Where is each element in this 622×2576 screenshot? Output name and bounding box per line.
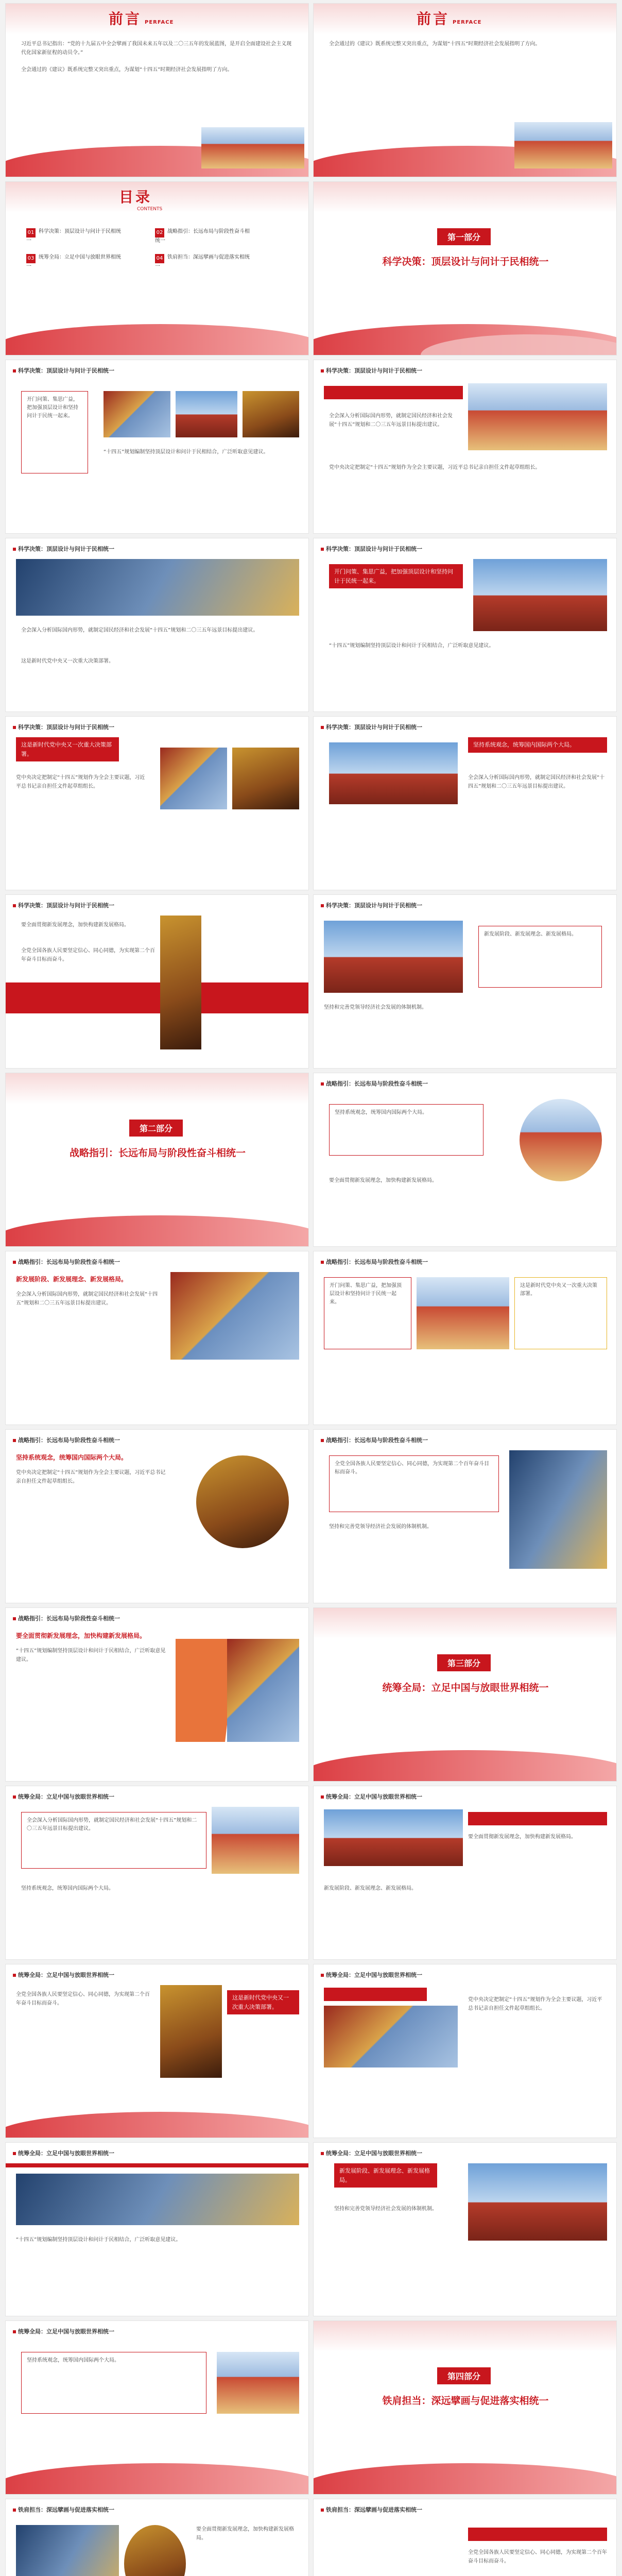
slide-grid	[5, 3, 617, 2576]
section-header: 统筹全局：立足中国与放眼世界相统一	[13, 1792, 114, 1801]
section-header: 统筹全局：立足中国与放眼世界相统一	[13, 1971, 114, 1979]
slide-content[interactable]	[5, 360, 309, 534]
photo	[227, 1639, 299, 1742]
photo	[170, 1272, 299, 1360]
red-bar	[468, 2528, 607, 2541]
red-bar	[324, 386, 463, 399]
body-text: 坚持和完善党领导经济社会发展的体制机制。	[329, 1524, 432, 1530]
body-text: 要全面贯彻新发展理念，加快构建新发展格局。	[21, 922, 129, 928]
slide-content[interactable]	[5, 716, 309, 890]
body-text: 全会深入分析国际国内形势，就制定国民经济和社会发展“十四五”规划和二〇三五年远景目标提出建议。	[468, 775, 605, 789]
photo	[324, 1809, 463, 1866]
toc-item-4[interactable]: 04 铁肩担当：深远擘画与促进落实相统一	[155, 255, 250, 269]
banner	[314, 1608, 616, 1639]
body-text-2: 这是新时代党中央又一次重大决策部署。	[21, 658, 114, 664]
photo-3	[243, 391, 299, 437]
body-text-2: 全党全国各族人民要坚定信心、同心同德，为实现第二个百年奋斗目标而奋斗。	[21, 948, 155, 962]
part-title: 战略指引：长远布局与阶段性奋斗相统一	[69, 1147, 246, 1159]
section-header: 铁肩担当：深远擘画与促进落实相统一	[13, 2505, 114, 2514]
slide-content[interactable]	[313, 894, 617, 1069]
slide-content[interactable]	[313, 2499, 617, 2576]
wide-photo	[16, 2174, 299, 2225]
body-text: 坚持系统观念，统筹国内国际两个大局。	[21, 1886, 114, 1891]
toc-item-1[interactable]: 01 科学决策：顶层设计与问计于民相统一	[26, 229, 121, 244]
red-wave	[313, 1750, 617, 1782]
part-title: 铁肩担当：深远擘画与促进落实相统一	[382, 2395, 549, 2406]
section-header: 科学决策：顶层设计与问计于民相统一	[321, 545, 422, 553]
round-photo	[520, 1099, 602, 1181]
part-title: 统筹全局：立足中国与放眼世界相统一	[382, 1682, 549, 1693]
photo-1	[160, 748, 227, 809]
slide-preface-2[interactable]	[313, 3, 617, 177]
body-text: “十四五”规划编制坚持顶层设计和问计于民相结合，广泛听取意见建议。	[329, 643, 494, 649]
photo	[217, 2352, 299, 2414]
slide-content[interactable]	[313, 1786, 617, 1960]
body-text: 坚持和完善党领导经济社会发展的体制机制。	[334, 2206, 437, 2212]
toc-item-3[interactable]: 03 统筹全局：立足中国与放眼世界相统一	[26, 255, 121, 269]
part-badge: 第一部分	[437, 228, 491, 245]
section-header: 科学决策：顶层设计与问计于民相统一	[13, 545, 114, 553]
red-callout: 这是新时代党中央又一次重大决策部署。	[16, 737, 119, 761]
photo	[324, 921, 463, 993]
red-wave	[5, 1215, 309, 1247]
card-2: 这是新时代党中央又一次重大决策部署。	[514, 1277, 607, 1349]
photo	[324, 2006, 458, 2067]
palace-image	[201, 127, 304, 168]
slide-content[interactable]	[313, 538, 617, 712]
slide-part-3[interactable]	[313, 1607, 617, 1782]
slide-content[interactable]	[5, 894, 309, 1069]
section-header: 统筹全局：立足中国与放眼世界相统一	[13, 2327, 114, 2335]
card-1: 开门问策、集思广益，把加强顶层设计和坚持问计于民统一起来。	[324, 1277, 411, 1349]
contents-title: 目录	[119, 189, 152, 206]
body-text: “十四五”规划编制坚持顶层设计和问计于民相结合，广泛听取意见建议。	[16, 2237, 181, 2243]
section-header: 战略指引：长远布局与阶段性奋斗相统一	[321, 1079, 428, 1088]
toc-item-2[interactable]: 02 战略指引：长远布局与阶段性奋斗相统一	[155, 229, 250, 244]
section-header: 科学决策：顶层设计与问计于民相统一	[321, 723, 422, 731]
photo-1	[16, 2525, 119, 2576]
slide-contents[interactable]	[5, 181, 309, 355]
banner	[314, 182, 616, 213]
wide-photo	[16, 559, 299, 616]
contents-subtitle: CONTENTS	[137, 207, 163, 212]
slide-content[interactable]	[5, 1786, 309, 1960]
section-header: 战略指引：长远布局与阶段性奋斗相统一	[13, 1436, 120, 1444]
preface-title: 前言 PERFACE	[417, 10, 482, 27]
photo	[468, 2163, 607, 2241]
photo-2	[124, 2525, 186, 2576]
section-header: 统筹全局：立足中国与放眼世界相统一	[321, 2149, 422, 2157]
text-frame: 坚持系统观念，统筹国内国际两个大局。	[329, 1104, 483, 1156]
round-photo	[196, 1455, 289, 1548]
slide-content[interactable]	[5, 2142, 309, 2316]
photo	[417, 1277, 509, 1349]
part-badge: 第四部分	[437, 2367, 491, 2384]
slide-content[interactable]	[5, 2499, 309, 2576]
section-header: 科学决策：顶层设计与问计于民相统一	[13, 723, 114, 731]
red-bar	[468, 1812, 607, 1825]
slide-part-4[interactable]	[313, 2320, 617, 2495]
red-callout: 开门问策、集思广益，把加强顶层设计和坚持问计于民统一起来。	[329, 564, 463, 588]
text-frame: 全党全国各族人民要坚定信心、同心同德，为实现第二个百年奋斗目标而奋斗。	[329, 1455, 499, 1512]
section-header: 战略指引：长远布局与阶段性奋斗相统一	[321, 1258, 428, 1266]
photo	[329, 742, 458, 804]
palace-image	[514, 122, 612, 168]
preface-text: 习近平总书记指出：“党的十九届五中全会擘画了我国未来五年以及二〇三五年的发展蓝图，是开启全面建设社会主义现代化国家新征程的动员令。”	[21, 41, 292, 56]
red-wave	[5, 2112, 309, 2138]
slide-content[interactable]	[5, 2320, 309, 2495]
section-header: 战略指引：长远布局与阶段性奋斗相统一	[13, 1258, 120, 1266]
slide-content[interactable]	[5, 1251, 309, 1425]
slide-content[interactable]	[313, 360, 617, 534]
section-header: 统筹全局：立足中国与放眼世界相统一	[321, 1971, 422, 1979]
red-callout: 坚持系统观念，统筹国内国际两个大局。	[468, 737, 607, 753]
section-header: 统筹全局：立足中国与放眼世界相统一	[321, 1792, 422, 1801]
section-header: 铁肩担当：深远擘画与促进落实相统一	[321, 2505, 422, 2514]
slide-content[interactable]	[5, 1607, 309, 1782]
photo-1	[160, 1985, 222, 2078]
part-badge: 第二部分	[129, 1120, 183, 1137]
banner	[6, 1073, 308, 1104]
slide-content[interactable]	[313, 1073, 617, 1247]
section-header: 科学决策：顶层设计与问计于民相统一	[13, 366, 114, 375]
photo	[473, 559, 607, 631]
red-line	[6, 2163, 309, 2167]
photo-1	[103, 391, 170, 437]
body-text: 坚持和完善党领导经济社会发展的体制机制。	[324, 1005, 427, 1010]
slide-content[interactable]	[5, 1964, 309, 2138]
section-header: 统筹全局：立足中国与放眼世界相统一	[13, 2149, 114, 2157]
section-header: 战略指引：长远布局与阶段性奋斗相统一	[13, 1614, 120, 1622]
slide-content[interactable]	[313, 2142, 617, 2316]
body-text: 党中央决定把制定“十四五”规划作为全会主要议题，习近平总书记亲自担任文件起草组组长。	[16, 775, 145, 789]
body-text: 全党全国各族人民要坚定信心、同心同德，为实现第二个百年奋斗目标而奋斗。	[468, 2550, 607, 2564]
slide-preface-1[interactable]	[5, 3, 309, 177]
text-frame: 新发展阶段、新发展理念、新发展格局。	[478, 926, 602, 988]
tall-photo	[509, 1450, 607, 1569]
body-text: 全会深入分析国际国内形势，就制定国民经济和社会发展“十四五”规划和二〇三五年远景目标提出建议。	[16, 1292, 158, 1306]
photo-2	[232, 748, 299, 809]
red-callout: 新发展阶段、新发展理念、新发展格局。	[334, 2163, 437, 2188]
slide-content[interactable]	[5, 1429, 309, 1603]
body-text: 全党全国各族人民要坚定信心、同心同德，为实现第二个百年奋斗目标而奋斗。	[16, 1992, 150, 2006]
red-callout: 这是新时代党中央又一次重大决策部署。	[227, 1990, 299, 2014]
photo-2	[176, 391, 237, 437]
body-text: 党中央决定把制定“十四五”规划作为全会主要议题，习近平总书记亲自担任文件起草组组长。	[16, 1470, 166, 1484]
subheading: 坚持系统观念，统筹国内国际两个大局。	[16, 1454, 128, 1461]
text-frame: 坚持系统观念，统筹国内国际两个大局。	[21, 2352, 206, 2414]
body-text-2: 新发展阶段、新发展理念、新发展格局。	[324, 1886, 417, 1891]
red-wave	[5, 2463, 309, 2495]
photo	[212, 1807, 299, 1874]
body-text: 要全面贯彻新发展理念，加快构建新发展格局。	[468, 1834, 576, 1840]
subheading: 新发展阶段、新发展理念、新发展格局。	[16, 1276, 128, 1283]
subheading: 要全面贯彻新发展理念，加快构建新发展格局。	[16, 1632, 146, 1639]
red-stripe	[6, 982, 309, 1013]
section-header: 战略指引：长远布局与阶段性奋斗相统一	[321, 1436, 428, 1444]
section-header: 科学决策：顶层设计与问计于民相统一	[321, 901, 422, 909]
body-text: 要全面贯彻新发展理念，加快构建新发展格局。	[329, 1178, 437, 1183]
photo	[468, 383, 607, 450]
body-text: 党中央决定把制定“十四五”规划作为全会主要议题，习近平总书记亲自担任文件起草组组长。	[468, 1997, 602, 2011]
column-photo	[160, 916, 201, 1049]
preface-text: 全会通过的《建议》既系统完整又突出重点，为谋划“十四五”时期经济社会发展指明了方向。	[329, 41, 541, 47]
preface-title: 前言 PERFACE	[109, 10, 174, 27]
red-wave	[313, 2463, 617, 2495]
body-text: “十四五”规划编制坚持顶层设计和问计于民相结合，广泛听取意见建议。	[103, 449, 269, 455]
slide-part-2[interactable]	[5, 1073, 309, 1247]
banner	[314, 2321, 616, 2352]
body-text: 全会深入分析国际国内形势，就制定国民经济和社会发展“十四五”规划和二〇三五年远景目标提出建议。	[329, 413, 453, 428]
slide-content[interactable]	[5, 538, 309, 712]
slide-content[interactable]	[313, 716, 617, 890]
text-frame: 全会深入分析国际国内形势，就制定国民经济和社会发展“十四五”规划和二〇三五年远景目标提出建议。	[21, 1812, 206, 1869]
body-text: 要全面贯彻新发展理念，加快构建新发展格局。	[196, 2527, 294, 2541]
phone-frame: 开门问策、集思广益，把加强顶层设计和坚持问计于民统一起来。	[21, 391, 88, 473]
body-text-2: 党中央决定把制定“十四五”规划作为全会主要议题，习近平总书记亲自担任文件起草组组长。	[329, 465, 541, 470]
slide-content[interactable]	[313, 1429, 617, 1603]
slide-content[interactable]	[313, 1251, 617, 1425]
preface-text-2: 全会通过的《建议》既系统完整又突出重点，为谋划“十四五”时期经济社会发展指明了方向。	[21, 67, 233, 73]
red-wave	[5, 324, 309, 355]
part-title: 科学决策：顶层设计与问计于民相统一	[382, 256, 549, 267]
red-bar	[324, 1988, 427, 2001]
section-header: 科学决策：顶层设计与问计于民相统一	[13, 901, 114, 909]
slide-part-1[interactable]	[313, 181, 617, 355]
slide-content[interactable]	[313, 1964, 617, 2138]
part-badge: 第三部分	[437, 1654, 491, 1671]
body-text: 全会深入分析国际国内形势，就制定国民经济和社会发展“十四五”规划和二〇三五年远景目标提出建议。	[21, 628, 258, 633]
body-text: “十四五”规划编制坚持顶层设计和问计于民相结合，广泛听取意见建议。	[16, 1648, 166, 1663]
section-header: 科学决策：顶层设计与问计于民相统一	[321, 366, 422, 375]
